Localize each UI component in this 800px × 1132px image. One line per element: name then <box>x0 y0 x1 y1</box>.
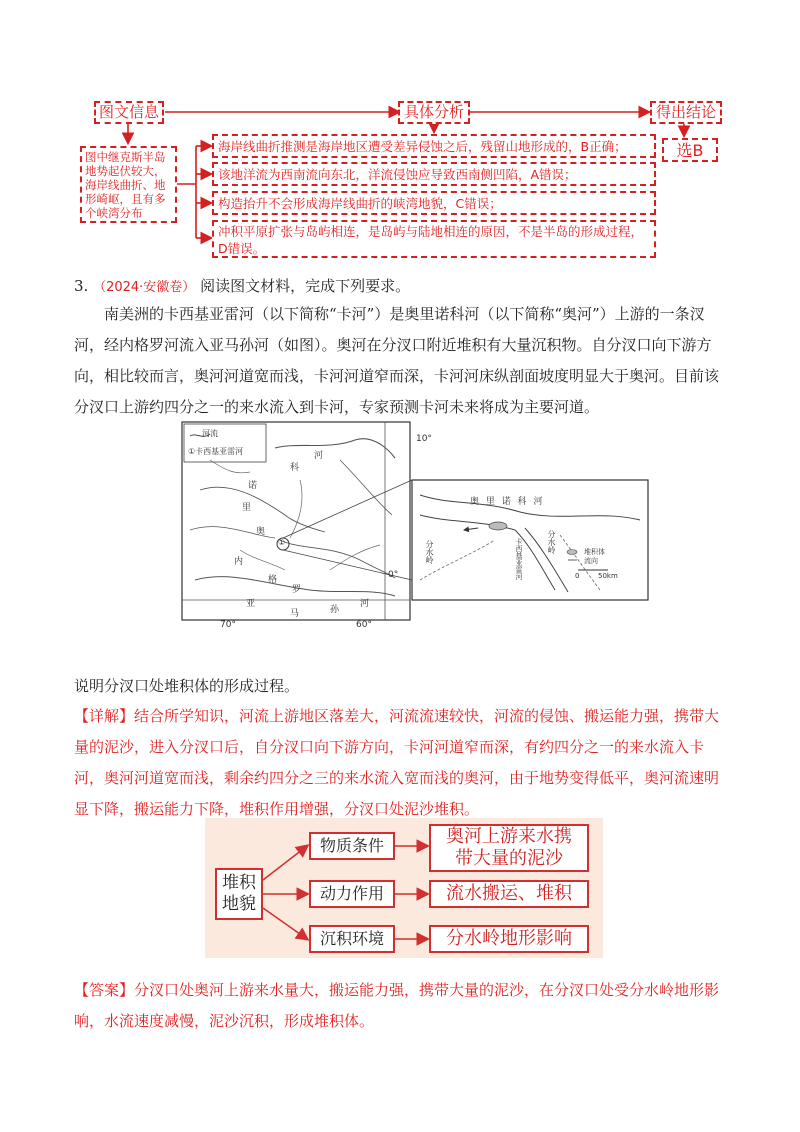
conclusion-box <box>662 138 718 162</box>
map-char-he: 河 <box>314 451 324 461</box>
map-char-ao: 奥 <box>256 527 266 537</box>
map-char-nuo: 诺 <box>248 481 258 491</box>
header-info: 图文信息 <box>98 103 159 121</box>
answer-section <box>74 975 728 1037</box>
concept-c3-text: 沉积环境 <box>319 929 384 948</box>
question-task: 说明分汊口处堆积体的形成过程。 <box>74 677 300 695</box>
analysis-text-2: 该地洋流为西南流向东北，洋流侵蚀应导致西南侧凹陷，A错误； <box>218 167 577 182</box>
analysis-text-4: 冲积平原扩张与岛屿相连，是岛屿与陆地相连的原因，不是半岛的形成过程，D错误。 <box>218 224 644 256</box>
concept-r1 <box>429 824 589 872</box>
answer-text: 分汊口处奥河上游来水量大，搬运能力强，携带大量的泥沙，在分汊口处受分水岭地形影响，水流速度减慢，泥沙沉积，形成堆积体。 <box>74 981 720 1030</box>
map-char-sun: 孙 <box>330 605 340 615</box>
map-char-ya: 亚 <box>246 599 256 609</box>
header-conclusion-box <box>650 101 722 124</box>
analysis-box-1 <box>212 134 656 158</box>
inset-divide-right: 分水岭 <box>547 530 556 554</box>
map-char-he2: 河 <box>360 599 370 609</box>
concept-r3 <box>429 925 589 953</box>
map-circle-1: ① <box>278 538 286 547</box>
lon-60-label: 60° <box>356 620 372 630</box>
lat-0-label: 0° <box>388 570 399 580</box>
lat-10-label: 10° <box>416 434 432 444</box>
concept-r2-text: 流水搬运、堆积 <box>446 883 572 904</box>
concept-root-text: 堆积地貌 <box>222 873 256 914</box>
inset-kaxi-label: 卡西基亚雷河 <box>515 538 523 580</box>
inset-scale-50: 50km <box>598 572 618 580</box>
detail-label: 【详解】 <box>74 707 135 725</box>
concept-root <box>215 868 263 920</box>
legend-river-label: 河流 <box>202 429 218 438</box>
answer-label: 【答案】 <box>74 981 135 999</box>
map-char-ma: 马 <box>290 609 300 619</box>
map-figure <box>180 420 652 632</box>
map-char-li: 里 <box>242 503 252 513</box>
analysis-box-4 <box>212 220 656 258</box>
map-char-ke: 科 <box>290 463 300 473</box>
inset-legend-deposit: 堆积体 <box>584 548 605 556</box>
analysis-box-3 <box>212 191 656 215</box>
question-source: （2024·安徽卷） <box>93 280 196 295</box>
question-prompt: 阅读图文材料，完成下列要求。 <box>200 277 411 295</box>
map-char-nei: 内 <box>234 557 244 567</box>
header-info-box <box>94 101 164 124</box>
inset-divide-left: 分水岭 <box>425 540 434 564</box>
concept-c2-text: 动力作用 <box>319 884 384 903</box>
map-char-ge: 格 <box>268 575 278 585</box>
concept-diagram <box>205 818 603 958</box>
concept-r1-text: 奥河上游来水携带大量的泥沙 <box>446 826 572 869</box>
concept-c3 <box>309 925 395 953</box>
question-number: 3. <box>74 277 89 295</box>
header-conclusion: 得出结论 <box>655 103 716 121</box>
detail-section <box>74 701 728 825</box>
map-char-luo: 罗 <box>292 585 302 595</box>
inset-legend-flow: 流向 <box>584 557 598 565</box>
question-material <box>74 299 728 423</box>
detail-text: 结合所学知识，河流上游地区落差大，河流流速较快，河流的侵蚀、搬运能力强，携带大量的泥沙，进入分汊口后，自分汊口向下游方向，卡河河道窄而深，有约四分之一的来水流入卡河，奥河河道宽而浅，剩余约四分之三的来水流入宽而浅的奥河，由于地势变得低平，奥河流速明显下降，搬运能力下降，堆积作用增强，分汊口处泥沙堆积。 <box>74 707 720 818</box>
material-text: 南美洲的卡西基亚雷河（以下简称“卡河”）是奥里诺科河（以下简称“奥河”）上游的一条汊河，经内格罗河流入亚马孙河（如图）。奥河在分汊口附近堆积有大量沉积物。自分汊口向下游方向，相比较而言，奥河河道宽而浅，卡河河道窄而深，卡河河床纵剖面坡度明显大于奥河。目前该分汊口上游约四分之一的来水流入到卡河，专家预测卡河未来将成为主要河道。 <box>74 305 720 416</box>
concept-c1-text: 物质条件 <box>319 836 384 855</box>
conclusion-text: 选B <box>676 140 704 160</box>
analysis-text-1: 海岸线曲折推测是海岸地区遭受差异侵蚀之后，残留山地形成的，B正确； <box>218 139 627 154</box>
analysis-text-3: 构造抬升不会形成海岸线曲折的峡湾地貌，C错误； <box>218 196 502 211</box>
analysis-box-2 <box>212 162 656 186</box>
info-box <box>80 146 177 223</box>
lon-70-label: 70° <box>220 620 236 630</box>
concept-c2 <box>309 880 395 908</box>
concept-r3-text: 分水岭地形影响 <box>446 928 572 949</box>
inset-river-label: 奥 里 诺 科 河 <box>470 497 545 507</box>
header-analysis-box <box>398 101 470 124</box>
inset-scale-0: 0 <box>575 572 580 580</box>
info-text: 图中继克斯半岛地势起伏较大，海岸线曲折、地形崎岖，且有多个峡湾分布 <box>85 150 166 220</box>
legend-item-label: ①卡西基亚雷河 <box>188 447 244 456</box>
header-analysis: 具体分析 <box>403 103 464 121</box>
concept-c1 <box>309 832 395 860</box>
concept-r2 <box>429 880 589 908</box>
